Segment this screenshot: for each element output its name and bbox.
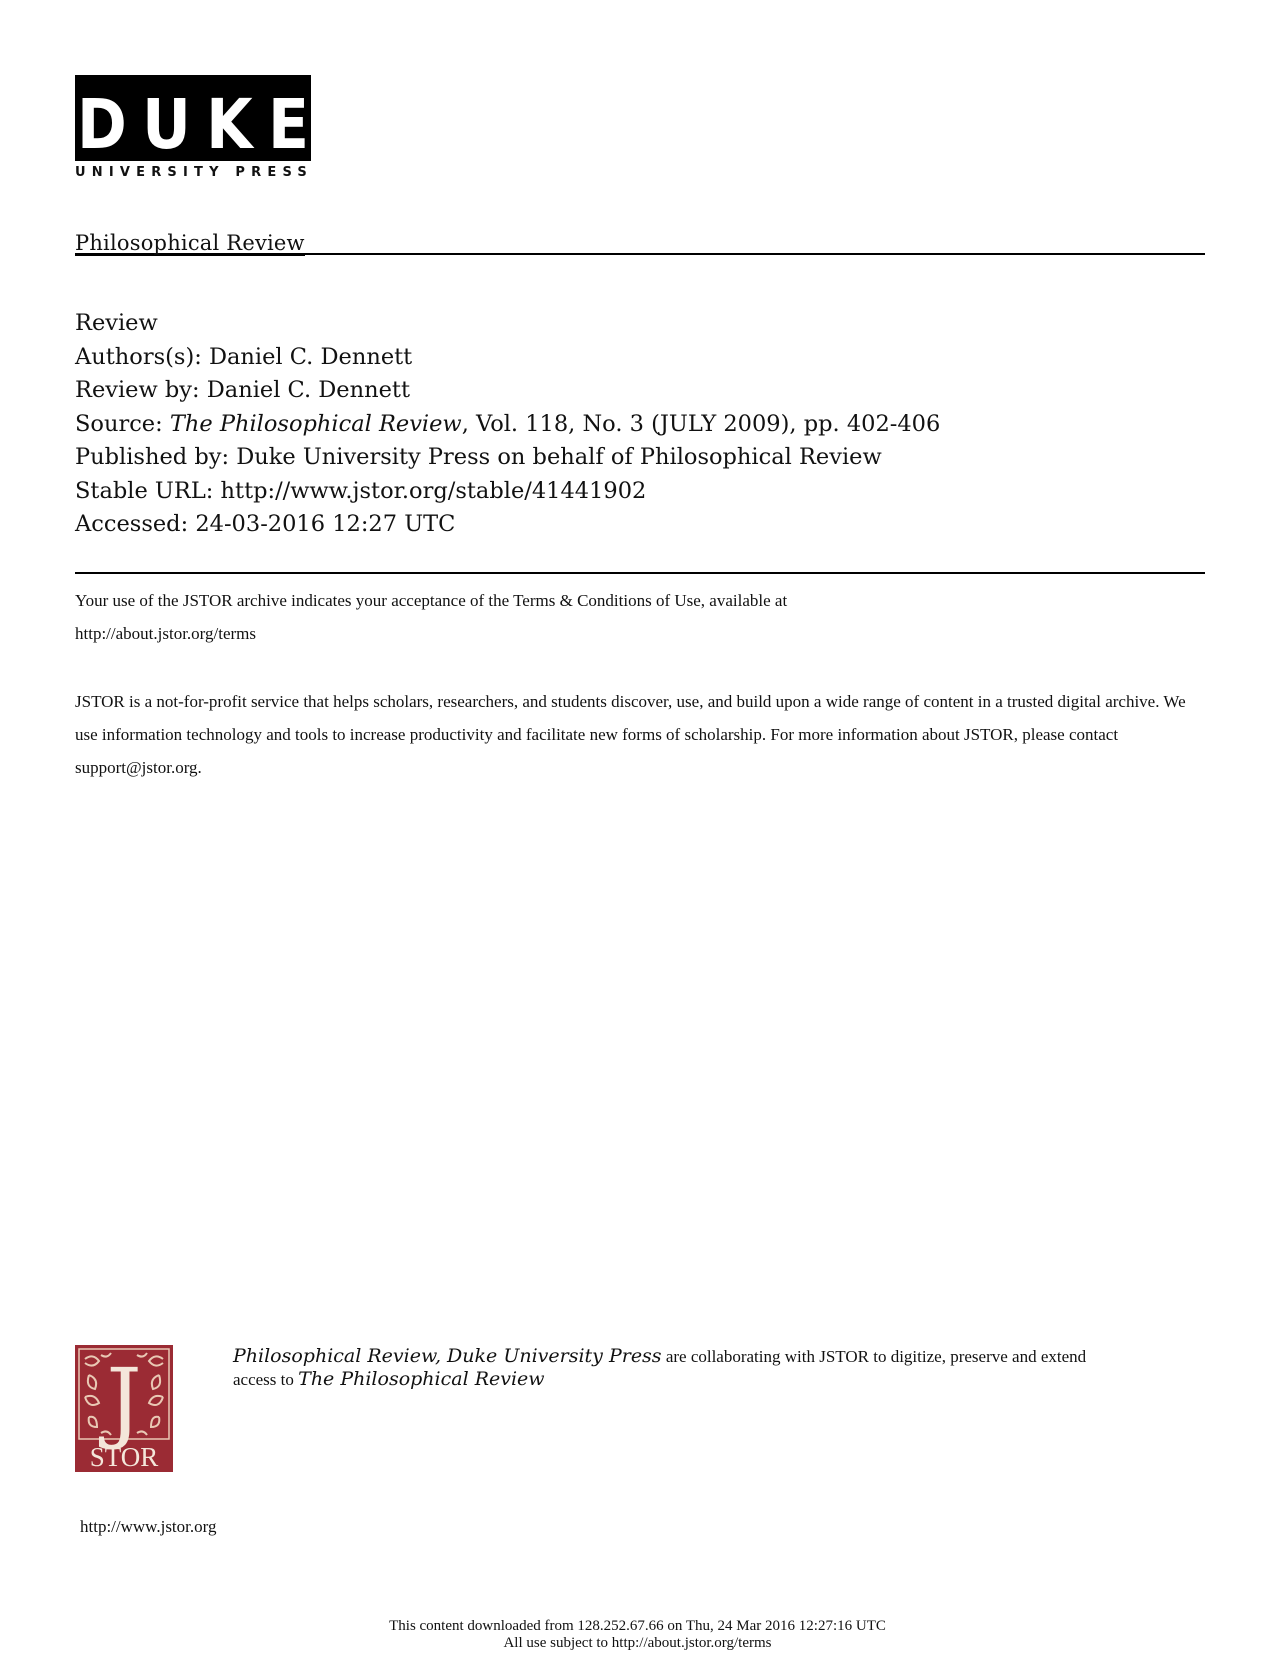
collaboration-partners: Philosophical Review, Duke University Press <box>233 1345 662 1367</box>
review-by-value: Daniel C. Dennett <box>206 377 411 403</box>
duke-logo-block <box>75 75 311 166</box>
stable-url-label: Stable URL: <box>75 477 214 504</box>
source-line <box>75 408 940 442</box>
terms-notice-text: Your use of the JSTOR archive indicates your acceptance of the Terms & Conditions of Use, available at <box>75 591 788 610</box>
jstor-logo-letter: J <box>106 1349 142 1452</box>
jstor-home-link[interactable]: http://www.jstor.org <box>80 1517 217 1536</box>
authors-value: Daniel C. Dennett <box>208 343 413 370</box>
published-by-value: Duke University Press on behalf of Philosophical Review <box>236 444 882 470</box>
article-metadata <box>75 307 940 542</box>
jstor-logo <box>75 1345 173 1472</box>
duke-logo-subtitle: UNIVERSITY PRESS <box>75 165 313 180</box>
source-label: Source: <box>75 410 163 437</box>
duke-logo-letter: K <box>206 84 253 166</box>
review-by-line <box>75 374 940 408</box>
terms-link[interactable]: http://about.jstor.org/terms <box>75 624 257 643</box>
stable-url-link[interactable]: http://www.jstor.org/stable/41441902 <box>220 477 647 504</box>
authors-line <box>75 341 940 375</box>
published-by-label: Published by: <box>75 444 230 470</box>
jstor-description-text: JSTOR is a not-for-profit service that helps scholars, researchers, and students discover, use, and build upon a wide range of content in a trusted digital archive. We use information technology and tools to increase productivity and facilitate new forms of scholarship. For more information about JSTOR, please contact <box>75 692 1186 744</box>
metadata-rule <box>75 572 1205 574</box>
item-type <box>75 307 940 341</box>
duke-university-press-logo <box>75 75 311 182</box>
duke-logo-letter: U <box>142 84 191 166</box>
authors-label: Authors(s): <box>75 343 202 370</box>
support-email-link[interactable]: support@jstor.org <box>75 758 198 777</box>
footer-terms: All use subject to http://about.jstor.org/terms <box>503 1635 772 1651</box>
collaboration-notice <box>233 1345 1133 1391</box>
accessed-line <box>75 508 940 542</box>
journal-title: Philosophical Review <box>75 231 305 255</box>
collaboration-journal: The Philosophical Review <box>298 1368 545 1390</box>
source-journal: The Philosophical Review <box>169 410 462 437</box>
jstor-description-end: . <box>197 758 202 777</box>
duke-logo-letter: D <box>77 84 127 166</box>
terms-notice <box>75 584 1210 650</box>
stable-url-line <box>75 475 940 509</box>
published-by-line <box>75 441 940 475</box>
accessed-value: 24-03-2016 12:27 UTC <box>195 511 456 537</box>
source-details: , Vol. 118, No. 3 (JULY 2009), pp. 402-406 <box>461 410 941 437</box>
accessed-label: Accessed: <box>75 511 189 537</box>
footer-download-info: This content downloaded from 128.252.67.66 on Thu, 24 Mar 2016 12:27:16 UTC <box>389 1618 886 1634</box>
item-type-value: Review <box>75 310 158 336</box>
duke-logo-letter: E <box>267 84 309 166</box>
download-footer <box>0 1618 1275 1652</box>
jstor-description <box>75 685 1210 784</box>
jstor-logo-wordmark: STOR <box>89 1442 159 1472</box>
review-by-label: Review by: <box>75 377 200 403</box>
collaboration-text: are collaborating with JSTOR to digitize, preserve and extend access to <box>233 1347 1087 1389</box>
